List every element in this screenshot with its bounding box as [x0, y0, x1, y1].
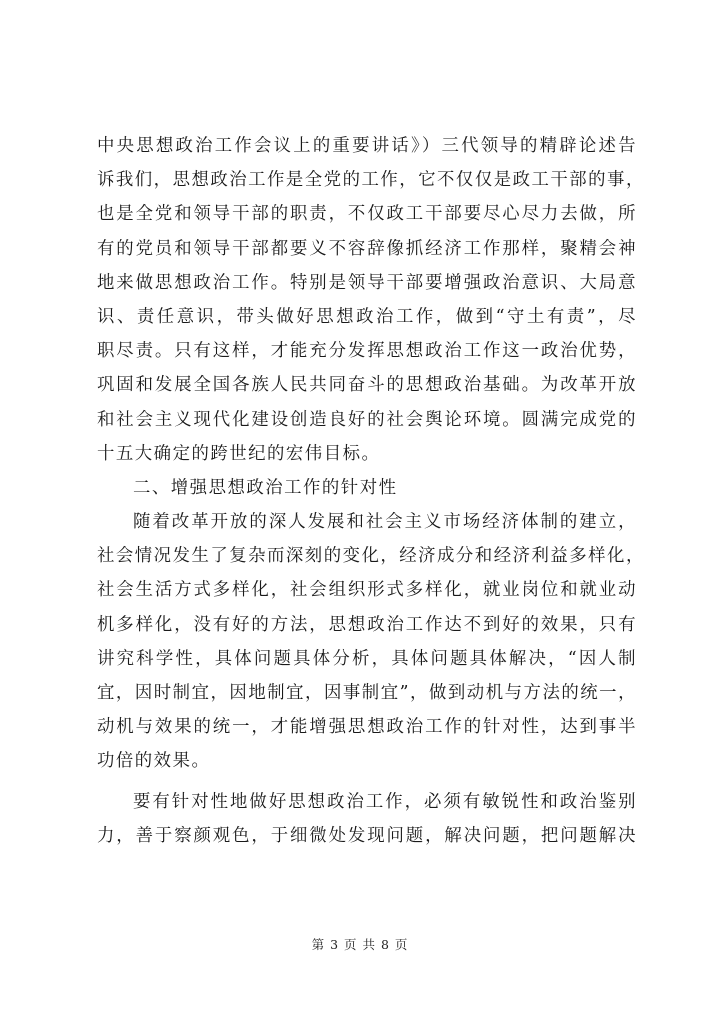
text-line: 识、责任意识，带头做好思想政治工作，做到“守土有责”，尽 [97, 306, 637, 327]
text-line: 要有针对性地做好思想政治工作，必须有敏锐性和政治鉴别 [133, 791, 637, 812]
paragraph [97, 785, 637, 853]
text-line: 十五大确定的跨世纪的宏伟目标。 [97, 443, 381, 464]
text-line: 也是全党和领导干部的职责，不仅政工干部要尽心尽力去做，所 [97, 204, 637, 225]
text-line: 功倍的效果。 [97, 751, 211, 772]
text-line: 和社会主义现代化建设创造良好的社会舆论环境。圆满完成党的 [97, 409, 637, 430]
text-line: 随着改革开放的深人发展和社会主义市场经济体制的建立， [133, 512, 637, 533]
page-footer [0, 935, 720, 953]
text-line: 社会生活方式多样化，社会组织形式多样化，就业岗位和就业动 [97, 580, 637, 601]
text-line: 地来做思想政治工作。特别是领导干部要增强政治意识、大局意 [97, 272, 637, 293]
text-line: 动机与效果的统一，才能增强思想政治工作的针对性，达到事半 [97, 717, 637, 738]
text-line: 诉我们，思想政治工作是全党的工作，它不仅仅是政工干部的事， [97, 170, 645, 191]
text-line: 中央思想政治工作会议上的重要讲话》）三代领导的精辟论述告 [97, 136, 637, 156]
paragraph [97, 129, 645, 471]
paragraph [97, 505, 645, 779]
heading-text: 二、增强思想政治工作的针对性 [133, 477, 398, 498]
section-heading [97, 471, 637, 505]
text-line: 机多样化，没有好的方法，思想政治工作达不到好的效果，只有 [97, 614, 637, 635]
page-indicator: 第 3 页 共 8 页 [311, 937, 409, 952]
document-body [97, 129, 645, 853]
text-line: 职尽责。只有这样，才能充分发挥思想政治工作这一政治优势， [97, 341, 637, 362]
text-line: 巩固和发展全国各族人民共同奋斗的思想政治基础。为改革开放 [97, 375, 637, 396]
text-line: 有的党员和领导干部都要义不容辞像抓经济工作那样，聚精会神 [97, 238, 637, 259]
text-line: 社会情况发生了复杂而深刻的变化，经济成分和经济利益多样化， [97, 546, 645, 567]
text-line: 讲究科学性，具体问题具体分析，具体问题具体解决，“因人制 [97, 648, 637, 669]
text-line: 力，善于察颜观色，于细微处发现问题，解决问题，把问题解决 [97, 825, 637, 846]
text-line: 宜，因时制宜，因地制宜，因事制宜”，做到动机与方法的统一， [97, 683, 637, 703]
